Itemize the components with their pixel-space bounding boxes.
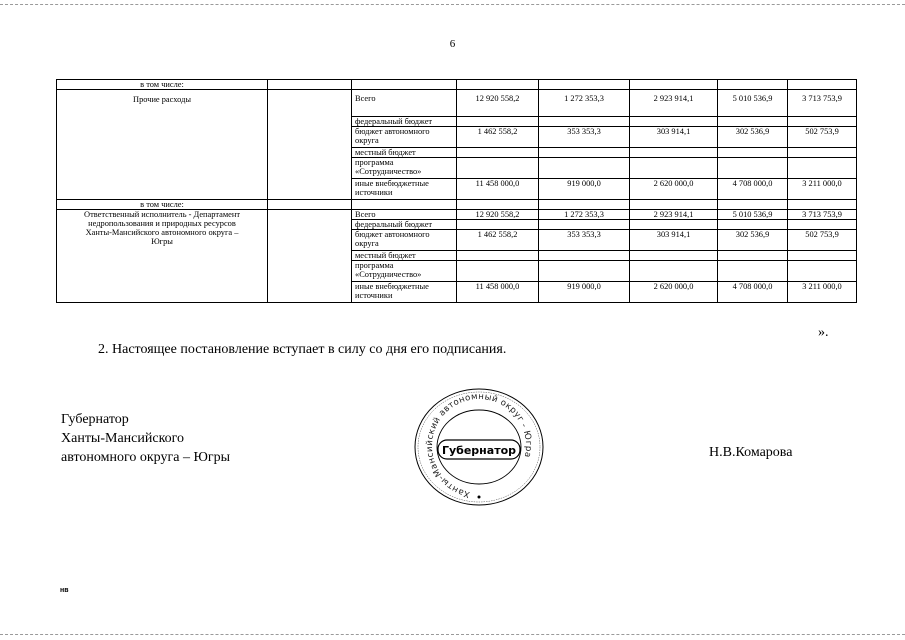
funding-source: Всего — [352, 210, 457, 220]
amount-cell — [457, 261, 539, 282]
amount-cell — [457, 158, 539, 179]
amount-cell: 2 620 000,0 — [630, 282, 718, 303]
amount-cell: 2 620 000,0 — [630, 179, 718, 200]
amount-cell — [788, 261, 857, 282]
amount-cell: 502 753,9 — [788, 127, 857, 148]
amount-cell — [457, 148, 539, 158]
amount-cell: 3 211 000,0 — [788, 282, 857, 303]
signer-position-line: Губернатор — [61, 412, 129, 427]
amount-cell: 3 211 000,0 — [788, 179, 857, 200]
amount-cell — [539, 251, 630, 261]
funding-source: программа «Сотрудничество» — [352, 261, 457, 282]
amount-cell — [630, 158, 718, 179]
amount-cell — [718, 220, 788, 230]
funding-source: местный бюджет — [352, 251, 457, 261]
amount-cell: 5 010 536,9 — [718, 90, 788, 117]
amount-cell — [457, 251, 539, 261]
funding-source: федеральный бюджет — [352, 220, 457, 230]
item-title — [57, 90, 268, 200]
amount-cell: 3 713 753,9 — [788, 210, 857, 220]
executor-initials: нв — [60, 587, 69, 594]
page-number: 6 — [449, 38, 456, 50]
closing-quote: ». — [818, 325, 829, 340]
amount-cell — [539, 158, 630, 179]
amount-cell: 1 462 558,2 — [457, 127, 539, 148]
amount-cell — [630, 148, 718, 158]
empty-cell — [539, 200, 630, 210]
empty-cell — [718, 80, 788, 90]
clause-2: 2. Настоящее постановление вступает в силу со дня его подписания. — [98, 342, 507, 357]
funding-source: иные внебюджетные источники — [352, 282, 457, 303]
amount-cell: 3 713 753,9 — [788, 90, 857, 117]
item-title-line: недропользования и природных ресурсов — [88, 219, 236, 228]
table-row — [57, 210, 857, 220]
amount-cell: 502 753,9 — [788, 230, 857, 251]
funding-source: программа «Сотрудничество» — [352, 158, 457, 179]
empty-cell — [457, 80, 539, 90]
amount-cell — [788, 117, 857, 127]
amount-cell: 4 708 000,0 — [718, 179, 788, 200]
amount-cell: 303 914,1 — [630, 230, 718, 251]
amount-cell: 1 272 353,3 — [539, 210, 630, 220]
amount-cell — [630, 117, 718, 127]
amount-cell — [788, 251, 857, 261]
amount-cell — [788, 220, 857, 230]
empty-cell — [268, 80, 352, 90]
empty-cell — [788, 200, 857, 210]
subheading-cell: в том числе: — [57, 80, 268, 90]
amount-cell — [630, 251, 718, 261]
amount-cell: 353 353,3 — [539, 230, 630, 251]
signer-position-line: автономного округа – Югры — [61, 450, 230, 465]
empty-cell — [457, 200, 539, 210]
funding-source: федеральный бюджет — [352, 117, 457, 127]
executor-cell — [268, 90, 352, 200]
funding-source: местный бюджет — [352, 148, 457, 158]
amount-cell — [718, 117, 788, 127]
amount-cell — [539, 117, 630, 127]
scan-edge-bottom — [0, 634, 905, 635]
amount-cell: 353 353,3 — [539, 127, 630, 148]
funding-source: бюджет автономного округа — [352, 127, 457, 148]
empty-cell — [630, 200, 718, 210]
signer-name: Н.В.Комарова — [709, 445, 793, 460]
signer-position-line: Ханты-Мансийского — [61, 431, 185, 446]
amount-cell: 4 708 000,0 — [718, 282, 788, 303]
empty-cell — [539, 80, 630, 90]
amount-cell: 2 923 914,1 — [630, 210, 718, 220]
amount-cell: 303 914,1 — [630, 127, 718, 148]
amount-cell: 5 010 536,9 — [718, 210, 788, 220]
amount-cell: 302 536,9 — [718, 127, 788, 148]
empty-cell — [352, 80, 457, 90]
empty-cell — [788, 80, 857, 90]
executor-cell — [268, 210, 352, 303]
empty-cell — [268, 200, 352, 210]
amount-cell — [539, 220, 630, 230]
funding-source: иные внебюджетные источники — [352, 179, 457, 200]
amount-cell — [788, 158, 857, 179]
subheading-cell: в том числе: — [57, 200, 268, 210]
amount-cell — [539, 261, 630, 282]
subheading-row — [57, 200, 857, 210]
amount-cell: 12 920 558,2 — [457, 210, 539, 220]
amount-cell: 11 458 000,0 — [457, 179, 539, 200]
amount-cell: 11 458 000,0 — [457, 282, 539, 303]
amount-cell — [788, 148, 857, 158]
item-title-line: Ханты-Мансийского автономного округа – — [85, 228, 239, 237]
item-title — [57, 210, 268, 303]
amount-cell — [630, 220, 718, 230]
official-seal — [412, 385, 547, 510]
amount-cell — [630, 261, 718, 282]
empty-cell — [630, 80, 718, 90]
empty-cell — [718, 200, 788, 210]
amount-cell: 919 000,0 — [539, 282, 630, 303]
amount-cell — [539, 148, 630, 158]
seal-ring-text: Ханты-Мансийский автономный округ - Югра — [424, 391, 534, 500]
scan-edge-top — [0, 4, 905, 5]
item-title-line: Югры — [151, 237, 173, 246]
signer-position — [61, 410, 230, 467]
item-title-line: Ответственный исполнитель - Департамент — [84, 210, 240, 219]
amount-cell — [718, 148, 788, 158]
amount-cell — [718, 251, 788, 261]
amount-cell: 302 536,9 — [718, 230, 788, 251]
funding-source: бюджет автономного округа — [352, 230, 457, 251]
seal-center-text: Губернатор — [441, 444, 517, 457]
item-title-line: Прочие расходы — [133, 95, 191, 104]
subheading-row — [57, 80, 857, 90]
amount-cell — [457, 117, 539, 127]
table-row — [57, 90, 857, 117]
empty-cell — [352, 200, 457, 210]
amount-cell — [457, 220, 539, 230]
amount-cell: 1 462 558,2 — [457, 230, 539, 251]
budget-table — [56, 79, 857, 303]
amount-cell: 1 272 353,3 — [539, 90, 630, 117]
amount-cell: 919 000,0 — [539, 179, 630, 200]
amount-cell: 2 923 914,1 — [630, 90, 718, 117]
amount-cell — [718, 158, 788, 179]
amount-cell — [718, 261, 788, 282]
amount-cell: 12 920 558,2 — [457, 90, 539, 117]
funding-source: Всего — [352, 90, 457, 117]
